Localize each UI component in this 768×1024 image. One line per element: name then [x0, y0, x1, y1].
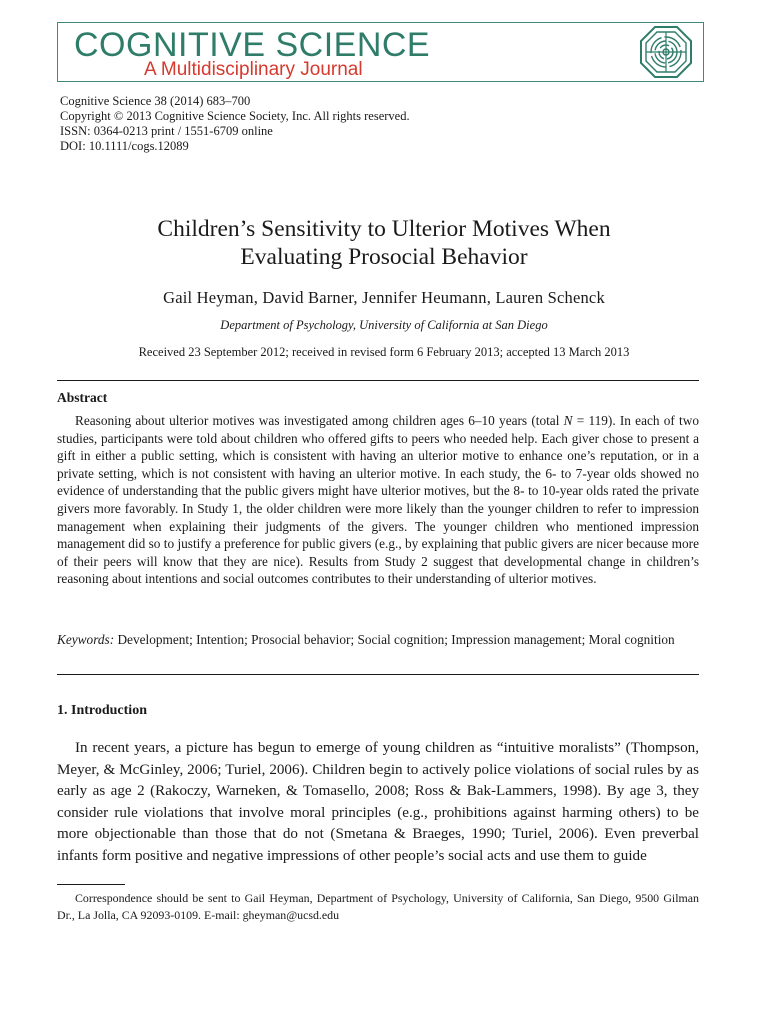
received-dates: Received 23 September 2012; received in revised form 6 February 2013; accepted 13 March 2013 [138, 345, 630, 359]
abstract-top-rule [57, 380, 699, 381]
abstract-heading: Abstract [57, 390, 108, 405]
journal-name: COGNITIVE SCIENCE [74, 26, 431, 64]
journal-subtitle: A Multidisciplinary Journal [144, 59, 363, 80]
correspondence-footnote: Correspondence should be sent to Gail Heyman, Department of Psychology, University of California, San Diego, 9500 Gilman Dr., La Jolla, CA 92093-0109. E-mail: gheyman@ucsd.edu [57, 891, 699, 922]
journal-masthead [57, 22, 704, 82]
citation-block [60, 94, 410, 154]
article-title [0, 215, 768, 271]
title-line: Evaluating Prosocial Behavior [240, 244, 528, 270]
issn-line: ISSN: 0364-0213 print / 1551-6709 online [60, 124, 273, 138]
doi-line: DOI: 10.1111/cogs.12089 [60, 139, 189, 153]
section-heading-introduction: 1. Introduction [57, 703, 147, 718]
citation-volume: Cognitive Science 38 (2014) 683–700 [60, 94, 251, 108]
sample-size-symbol: N [563, 413, 573, 428]
abstract-text-part: Reasoning about ulterior motives was investigated among children ages 6–10 years (total [75, 413, 564, 428]
abstract-bottom-rule [57, 674, 699, 675]
keywords-label: Keywords: [57, 632, 115, 647]
keywords [57, 631, 699, 649]
abstract-text-part: = 119). In each of two studies, participants were told about children who offered gifts to peers who needed help. Each giver chose to present a gift in either a public setting, which is consistent with having an ulterior motive to enhance one’s reputation, or in a private setting, which is not consistent with having an ulterior motive. In each study, the 6- to 7-year olds showed no evidence of understanding that the public givers might have ulterior motives, but the 8- to 10-year olds rated the private givers more favorably. In Study 1, the older children were more likely than the younger children to refer to impression management when explaining their judgments of the givers. The younger children who mentioned impression management did so to justify a preference for public givers (e.g., by explaining that public givers are nicer because more of their peers will know that they are nice). Results from Study 2 suggest that developmental change in children’s reasoning about intentions and social outcomes contributes to their understanding of ulterior motives. [57, 413, 699, 587]
keywords-list: Development; Intention; Prosocial behavior; Social cognition; Impression management; Moral cognition [114, 632, 675, 647]
introduction-paragraph: In recent years, a picture has begun to emerge of young children as “intuitive moralists” (Thompson, Meyer, & McGinley, 2006; Turiel, 2006). Children begin to actively police violations of social rules by as early as age 2 (Rakoczy, Warneken, & Tomasello, 2008; Ross & Bak-Lammers, 1998). By age 3, they consider rule violations that involve moral principles (e.g., prohibitions against harming others) to be more objectionable than those that do not (Smetana & Braeges, 1990; Turiel, 2006). Even preverbal infants form positive and negative impressions of other people’s social acts and use them to guide [57, 740, 699, 864]
affiliation: Department of Psychology, University of California at San Diego [220, 318, 548, 332]
labyrinth-octagon-icon [639, 25, 693, 79]
title-line: Children’s Sensitivity to Ulterior Motives When [157, 216, 611, 242]
copyright-line: Copyright © 2013 Cognitive Science Society, Inc. All rights reserved. [60, 109, 410, 123]
footnote-rule [57, 884, 125, 885]
author-list: Gail Heyman, David Barner, Jennifer Heumann, Lauren Schenck [163, 288, 605, 307]
abstract-text [57, 412, 699, 588]
